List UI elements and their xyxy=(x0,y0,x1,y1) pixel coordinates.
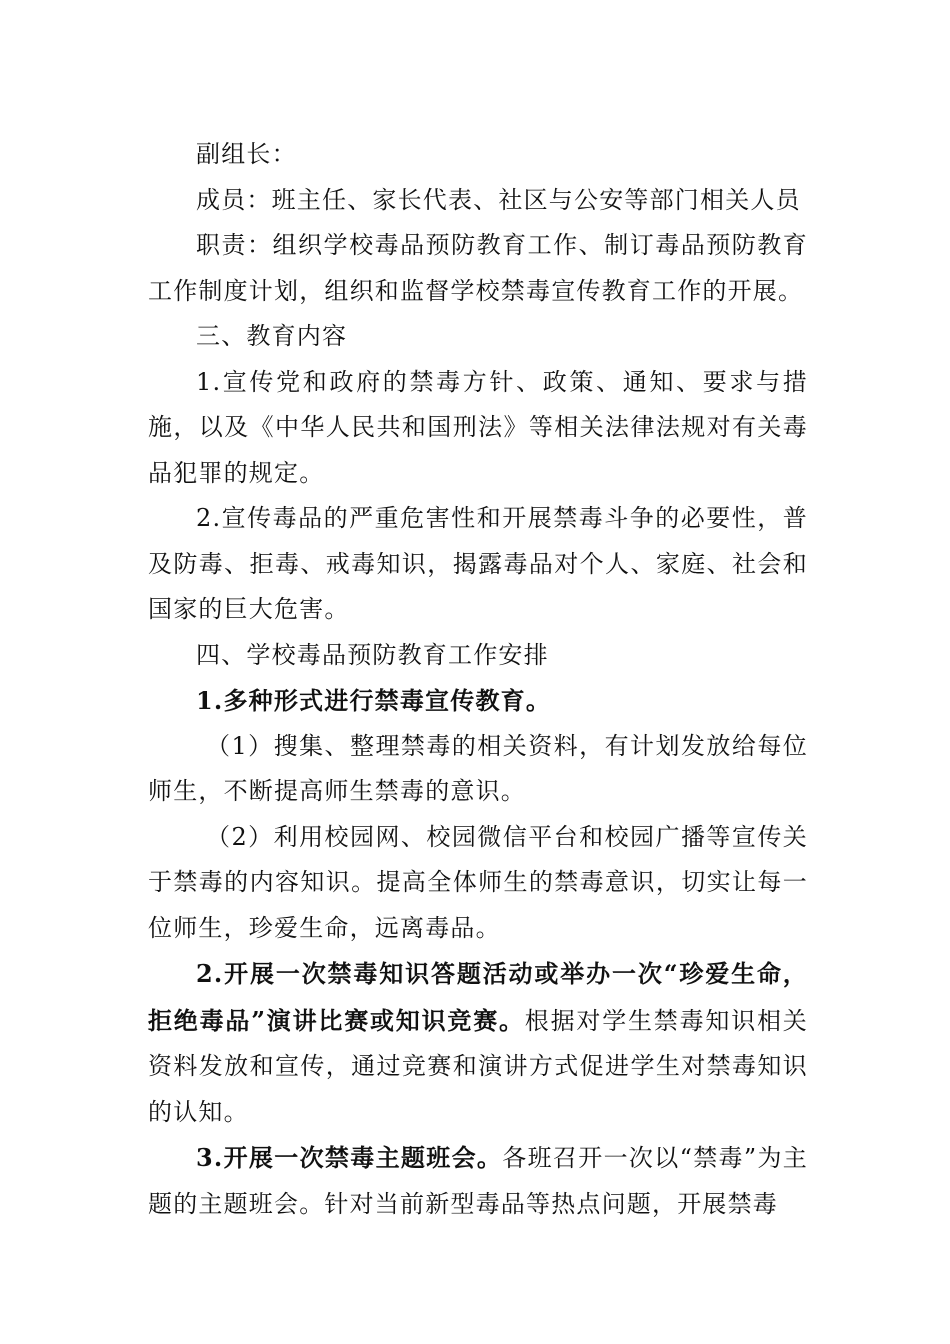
section-3-item-2: 2.宣传毒品的严重危害性和开展禁毒斗争的必要性，普及防毒、拒毒、戒毒知识，揭露毒品对个人、家庭、社会和国家的巨大危害。 xyxy=(148,504,808,623)
duties-paragraph: 职责：组织学校毒品预防教育工作、制订毒品预防教育工作制度计划，组织和监督学校禁毒宣传教育工作的开展。 xyxy=(148,231,808,305)
section-4-item-2-text: 根据对学生禁毒知识相关资料发放和宣传，通过竞赛和演讲方式促进学生对禁毒知识的认知。 xyxy=(148,1006,808,1126)
members-line: 成员：班主任、家长代表、社区与公安等部门相关人员 xyxy=(196,185,801,214)
section-3-item-1: 1.宣传党和政府的禁毒方针、政策、通知、要求与措施，以及《中华人民共和国刑法》等相关法律法规对有关毒品犯罪的规定。 xyxy=(148,367,808,487)
section-4-item-3-text: 各班召开一次以“禁毒”为主题的主题班会。针对当前新型毒品等热点问题，开展禁毒 xyxy=(148,1144,809,1218)
section-4-heading: 四、学校毒品预防教育工作安排 xyxy=(196,640,549,669)
section-3-heading: 三、教育内容 xyxy=(196,322,348,350)
section-4-item-3-title: 3.开展一次禁毒主题班会。 xyxy=(196,1143,503,1172)
section-4-item-1-sub-1: （1）搜集、整理禁毒的相关资料，有计划发放给每位师生，不断提高师生禁毒的意识。 xyxy=(148,731,808,805)
deputy-leader-line: 副组长： xyxy=(196,140,297,168)
section-4-item-1-sub-2: （2）利用校园网、校园微信平台和校园广播等宣传关于禁毒的内容知识。提高全体师生的禁毒意识，切实让每一位师生，珍爱生命，远离毒品。 xyxy=(148,822,808,942)
section-4-item-3 xyxy=(148,1135,808,1227)
document-body xyxy=(148,132,808,1227)
section-4-item-1-title: 1.多种形式进行禁毒宣传教育。 xyxy=(196,686,552,715)
section-4-item-2-title: 2.开展一次禁毒知识答题活动或举办一次“珍爱生命，拒绝毒品”演讲比赛或知识竞赛。 xyxy=(148,959,808,1035)
section-4-item-2 xyxy=(148,951,808,1135)
